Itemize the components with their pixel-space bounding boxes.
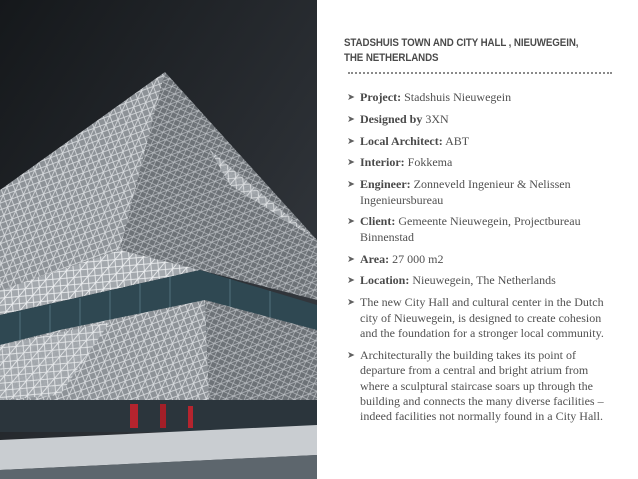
project-details-list — [347, 90, 617, 431]
arrowhead-bullet-icon: ➤ — [347, 179, 355, 191]
detail-item — [347, 90, 617, 105]
detail-value: 27 000 m2 — [389, 251, 444, 266]
detail-label: Location: — [360, 273, 410, 288]
detail-item — [347, 295, 617, 341]
detail-label: Engineer: — [360, 177, 411, 192]
arrowhead-bullet-icon: ➤ — [347, 253, 355, 265]
arrowhead-bullet-icon: ➤ — [347, 135, 355, 147]
detail-value: Gemeente Nieuwegein, Projectbureau Binnenstad — [360, 214, 581, 244]
slide-title: STADSHUIS TOWN AND CITY HALL , NIEUWEGEIN, THE NETHERLANDS — [344, 37, 579, 64]
arrowhead-bullet-icon: ➤ — [347, 157, 355, 169]
detail-value: Zonneveld Ingenieur & Nelissen Ingenieursbureau — [360, 177, 571, 207]
detail-item — [347, 112, 617, 127]
arrowhead-bullet-icon: ➤ — [347, 92, 355, 103]
detail-value: The new City Hall and cultural center in the Dutch city of Nieuwegein, is designed to create cohesion and the foundation for a stronger local community. — [360, 295, 604, 340]
detail-label: Local Architect: — [360, 133, 443, 148]
detail-item — [347, 134, 617, 149]
detail-label: Client: — [360, 214, 396, 229]
arrowhead-bullet-icon: ➤ — [347, 216, 355, 228]
dotted-divider — [348, 72, 612, 74]
glass-ground-floor — [0, 400, 317, 432]
detail-label: Designed by — [360, 111, 423, 126]
text-panel — [317, 0, 638, 479]
detail-label: Interior: — [360, 155, 405, 170]
detail-value: Fokkema — [404, 155, 453, 170]
arrowhead-bullet-icon: ➤ — [347, 275, 355, 287]
detail-label: Project: — [360, 90, 402, 104]
detail-value: 3XN — [422, 111, 449, 126]
detail-value: ABT — [442, 133, 470, 148]
detail-item — [347, 214, 617, 245]
detail-value: Architecturally the building takes its point of departure from a central and bright atrium from where a sculptural staircase soars up through the building and connects the many diverse facilities – indeed facilities not normally found in a City Hall. — [360, 347, 604, 424]
detail-item — [347, 177, 617, 208]
detail-item — [347, 252, 617, 267]
detail-item — [347, 273, 617, 288]
detail-item — [347, 155, 617, 170]
detail-item — [347, 348, 617, 425]
arrowhead-bullet-icon: ➤ — [347, 297, 355, 309]
detail-value: Stadshuis Nieuwegein — [401, 90, 512, 104]
detail-value: Nieuwegein, The Netherlands — [409, 273, 556, 288]
detail-label: Area: — [360, 251, 390, 266]
arrowhead-bullet-icon: ➤ — [347, 349, 355, 361]
arrowhead-bullet-icon: ➤ — [347, 113, 355, 125]
building-photo — [0, 0, 317, 479]
